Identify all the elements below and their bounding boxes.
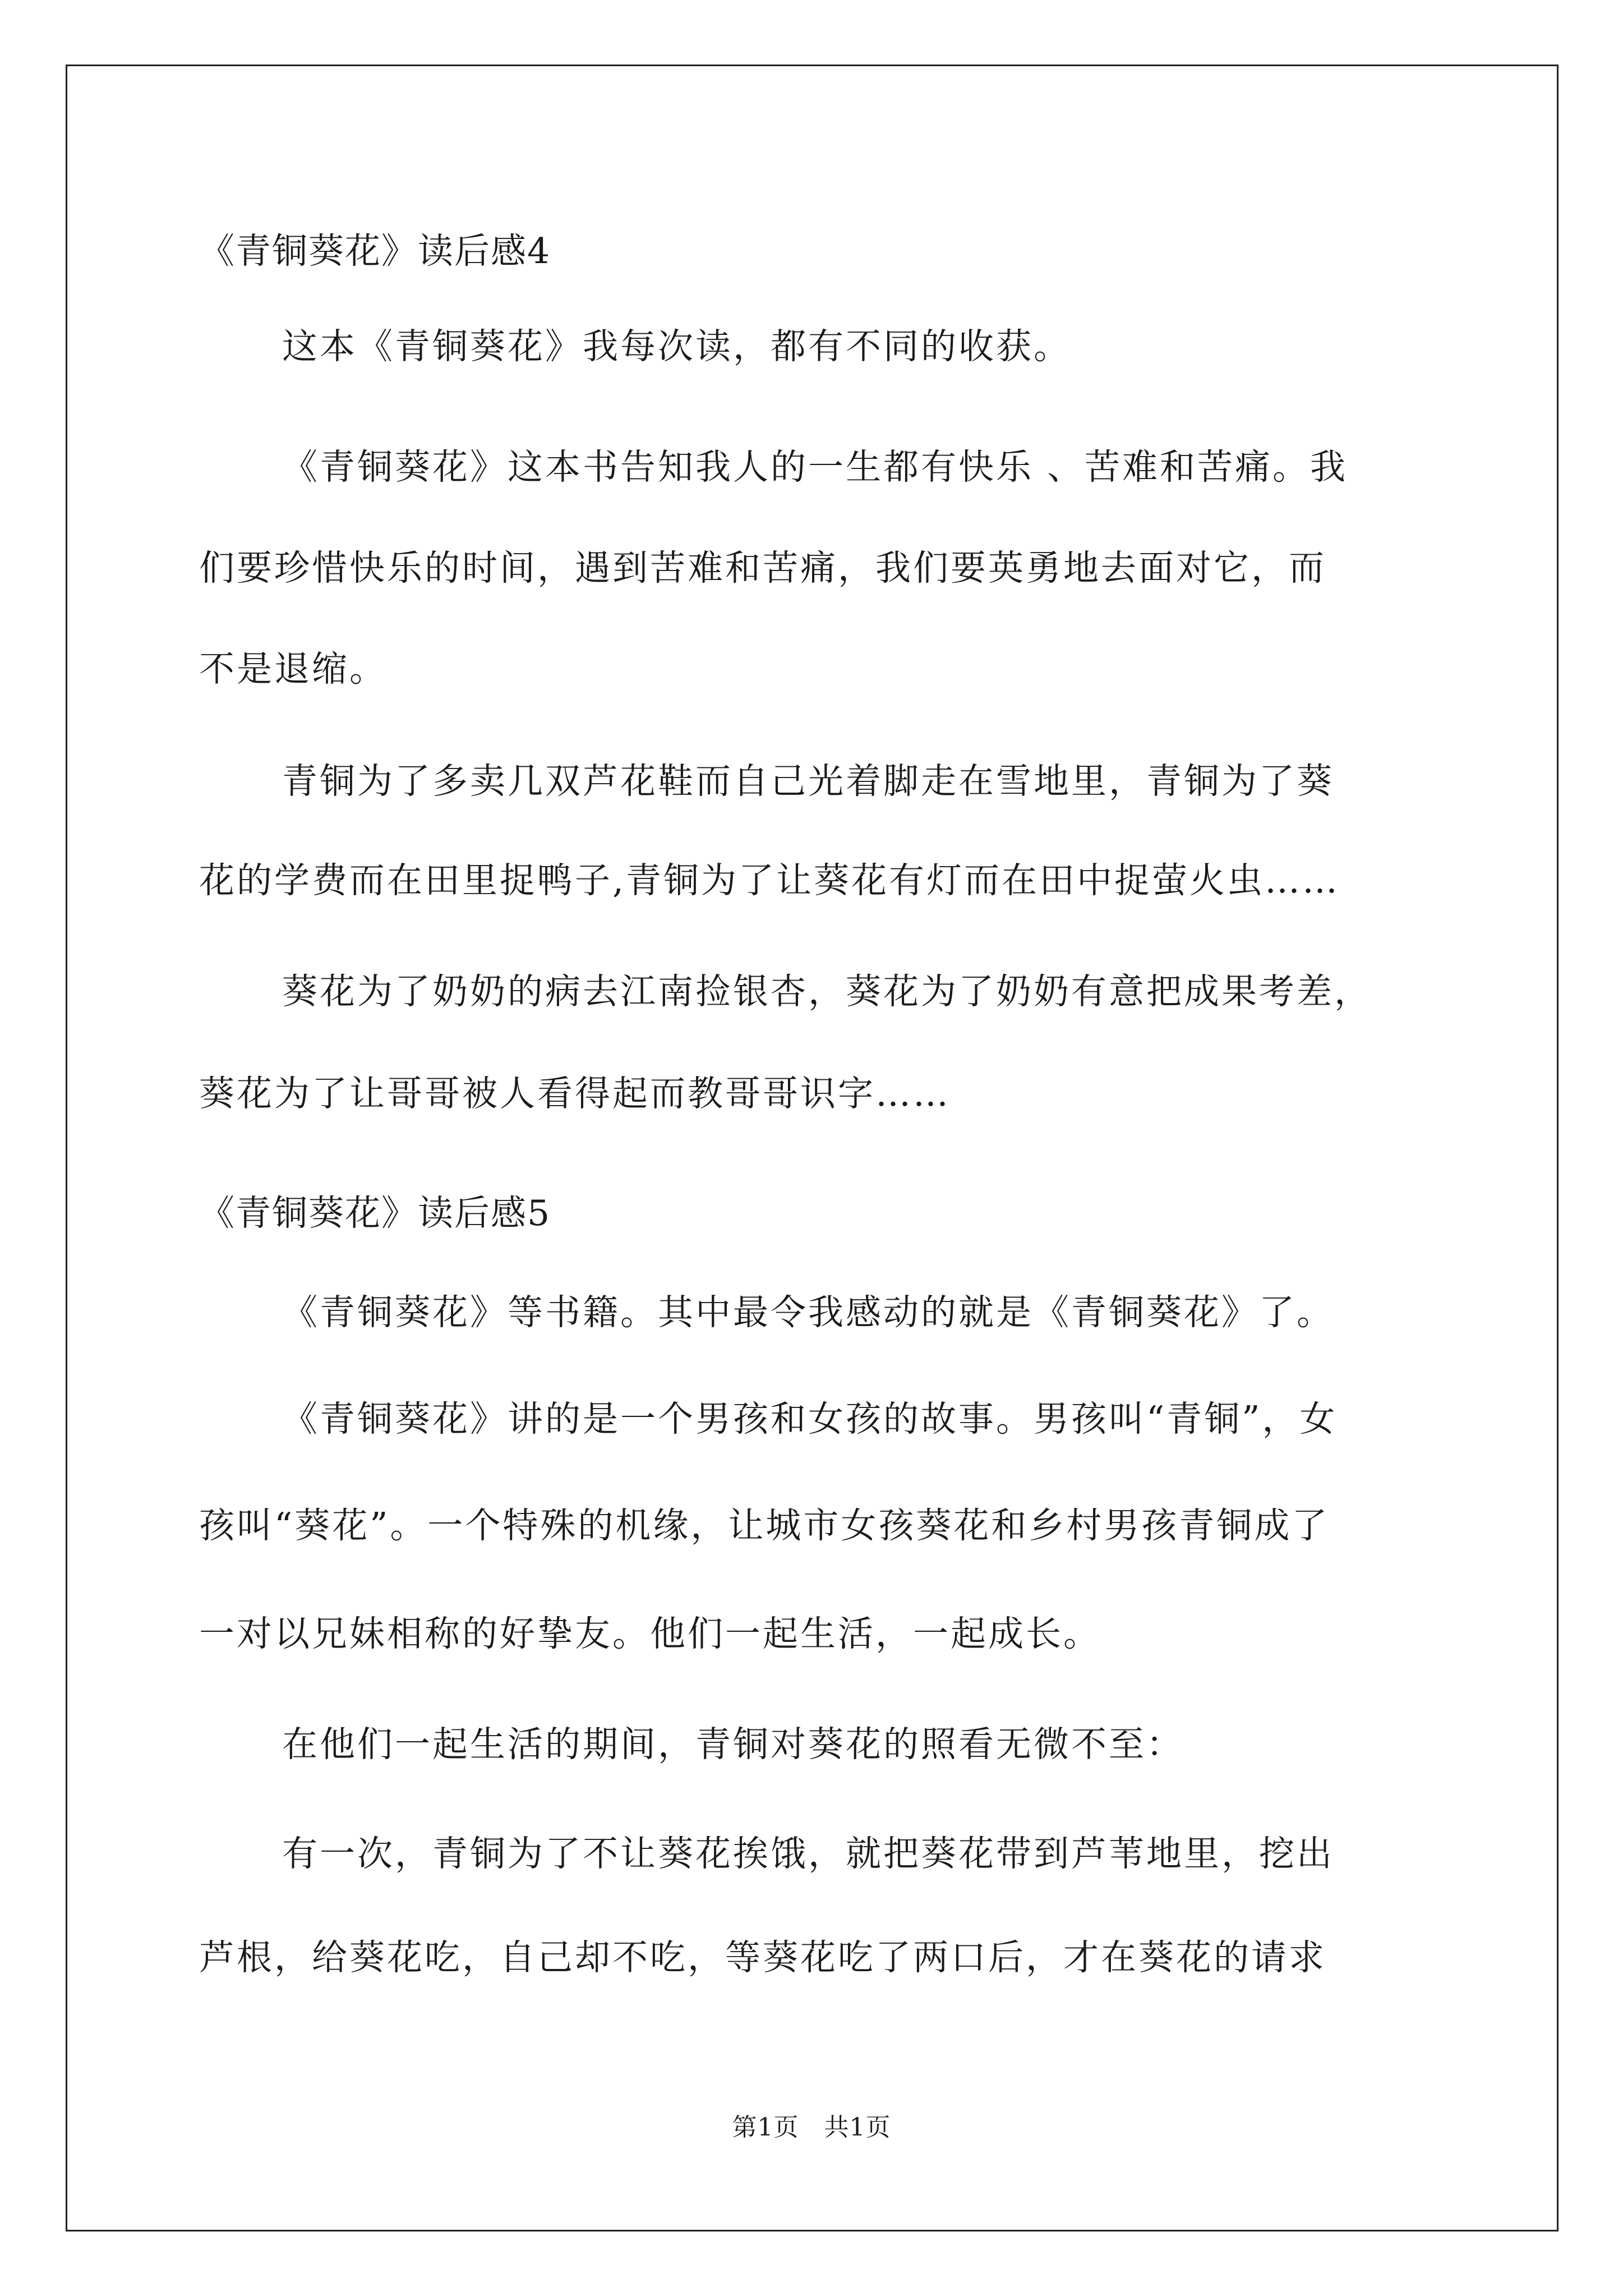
paragraph-6-line-2: 孩叫“葵花”。一个特殊的机缘，让城市女孩葵花和乡村男孩青铜成了 xyxy=(199,1505,1330,1546)
page-border xyxy=(66,65,1559,2231)
section-heading-4: 《青铜葵花》读后感4 xyxy=(199,231,551,272)
page-number-footer: 第1页 共1页 xyxy=(732,2113,891,2142)
paragraph-2-line-1: 《青铜葵花》这本书告知我人的一生都有快乐 、苦难和苦痛。我 xyxy=(282,447,1348,487)
paragraph-6-line-3: 一对以兄妹相称的好挚友。他们一起生活，一起成长。 xyxy=(199,1613,1101,1654)
paragraph-2-line-2: 们要珍惜快乐的时间，遇到苦难和苦痛，我们要英勇地去面对它，而 xyxy=(199,547,1326,588)
paragraph-5: 《青铜葵花》等书籍。其中最令我感动的就是《青铜葵花》了。 xyxy=(282,1292,1334,1333)
paragraph-8-line-1: 有一次，青铜为了不让葵花挨饿，就把葵花带到芦苇地里，挖出 xyxy=(282,1833,1334,1874)
paragraph-6-line-1: 《青铜葵花》讲的是一个男孩和女孩的故事。男孩叫“青铜”，女 xyxy=(282,1398,1338,1439)
paragraph-7: 在他们一起生活的期间，青铜对葵花的照看无微不至： xyxy=(282,1724,1184,1765)
section-heading-5: 《青铜葵花》读后感5 xyxy=(199,1193,551,1234)
paragraph-2-line-3: 不是退缩。 xyxy=(199,648,387,689)
paragraph-1: 这本《青铜葵花》我每次读，都有不同的收获。 xyxy=(282,326,1071,367)
paragraph-8-line-2: 芦根，给葵花吃，自己却不吃，等葵花吃了两口后，才在葵花的请求 xyxy=(199,1937,1326,1978)
paragraph-3-line-2: 花的学费而在田里捉鸭子,青铜为了让葵花有灯而在田中捉萤火虫…… xyxy=(199,860,1340,901)
paragraph-4-line-1: 葵花为了奶奶的病去江南捡银杏，葵花为了奶奶有意把成果考差， xyxy=(282,971,1372,1012)
paragraph-4-line-2: 葵花为了让哥哥被人看得起而教哥哥识字…… xyxy=(199,1073,951,1114)
paragraph-3-line-1: 青铜为了多卖几双芦花鞋而自己光着脚走在雪地里，青铜为了葵 xyxy=(282,761,1334,802)
